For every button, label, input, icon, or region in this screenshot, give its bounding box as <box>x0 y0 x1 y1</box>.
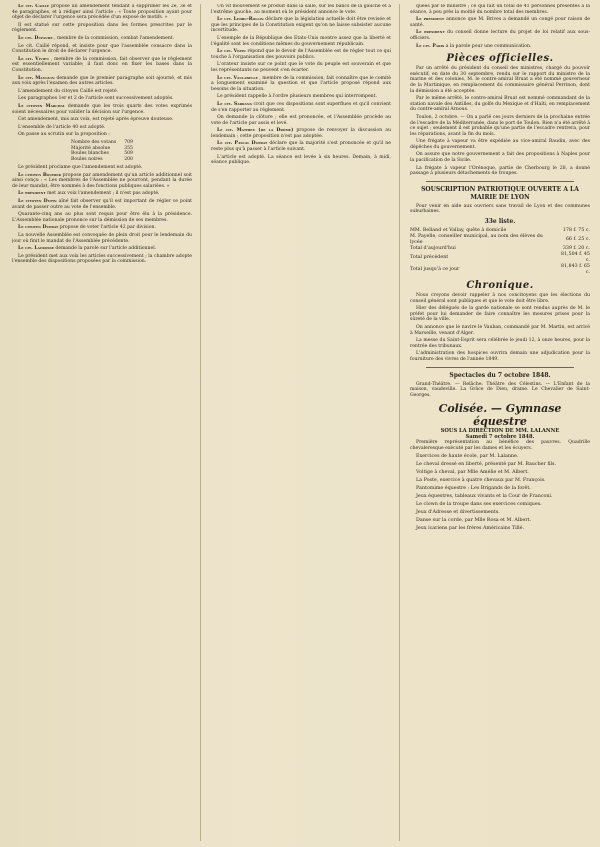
article-paragraph <box>410 306 590 323</box>
vote-row <box>67 157 137 163</box>
paragraph-text: Les paragraphes 1er et 2 de l'article sont successivement adoptés. <box>18 96 174 102</box>
paragraph-text: , membre de la commission, combat l'amendement. <box>54 35 175 41</box>
col2-paragraphs <box>211 4 391 166</box>
article-paragraph <box>12 104 192 115</box>
paragraph-text: On assure que notre gouvernement a fait des propositions à Naples pour la pacification de la Sicile. <box>410 152 590 164</box>
paragraph-text: Il est statué sur cette proposition dans les formes prescrites par le règlement. <box>12 22 192 34</box>
article-paragraph <box>211 62 391 73</box>
paragraph-text: La frégate à vapeur l'Orénoque, partie de Cherbourg le 28, a donné passage à plusieurs détachements de troupes. <box>410 165 590 177</box>
paragraph-text: L'orateur insiste sur ce point que le vote du peuple est souverain et que les représentants ne peuvent s'en écarter. <box>211 62 391 73</box>
paragraph-text: Cet amendement, mis aux voix, est rejeté après épreuve douteuse. <box>18 117 174 123</box>
paragraph-text: Par le même arrêté, le contre-amiral Bruat est nommé commandant de la station navale des Antilles, du golfe du Mexique et d'Haïti, en remplacement du contre-amiral Arnous. <box>410 96 590 113</box>
article-paragraph <box>211 115 391 126</box>
paragraph-text: déclare que la majorité s'est prononcée et qu'il ne reste plus qu'à passer à l'article suivant. <box>211 141 391 153</box>
paragraph-text: propose par amendement qu'un article additionnel soit ainsi conçu : « Les membres de l'Assemblée ne pourront, pendant la durée de leur mandat, être nommés à des fonctions publiques salariées. » <box>12 172 193 189</box>
spectacles-text: Grand-Théâtre. — Relâche. Théâtre des Célestins. — L'Enfant de la maison, vaudeville. La Grâce de Dieu, drame. Le Chevalier de Saint-Georges. <box>410 381 590 398</box>
paragraph-text: Un vif mouvement se produit dans la salle, sur les bancs de la gauche et à l'extrême gauche, au moment où le président annonce le vote. <box>211 4 391 15</box>
paragraph-text: On demande la clôture ; elle est prononcée, et l'Assemblée procède au vote de l'article par assis et levé. <box>211 115 391 126</box>
vote-label: Boules noires <box>71 157 103 163</box>
article-paragraph <box>211 94 391 100</box>
program-item: Jeux icariens par les frères Américains Tillé. <box>416 525 525 531</box>
program-item: Le cheval dressé en liberté, présenté par M. Baucher fils. <box>416 461 557 467</box>
article-paragraph <box>12 125 192 131</box>
subscription-amount: 339 f. 20 c. <box>562 246 590 252</box>
paragraph-text: Quarante-cinq ans au plus sont requis pour être élu à la présidence. L'Assemblée nationale prononce sur la démission de ses membres. <box>12 212 192 223</box>
program-item: Danse sur la corde, par Mlle Rosa et M. Albert. <box>416 517 532 523</box>
article-paragraph <box>410 351 590 362</box>
paragraph-text: L'exemple de la République des Etats-Unis montre assez que la liberté et l'égalité sont les conditions mêmes du gouvernement républicain. <box>211 35 391 47</box>
colisee-intro: Première représentation au bénéfice des pauvres. Quadrille chevaleresque exécuté par les dames et les écuyers. <box>410 440 590 451</box>
speaker-name: Le cit. Vaulabelle <box>217 75 258 81</box>
paragraph-text: Le président rappelle à l'ordre plusieurs membres qui interrompent. <box>217 94 377 100</box>
speaker-name: Le cit. Dufaure <box>18 35 53 41</box>
paragraph-text: Le cit. Caillé répond, et insiste pour que l'assemblée consacre dans la Constitution le droit de déclarer l'urgence. <box>12 43 192 55</box>
vote-value: 709 <box>124 139 133 145</box>
subscription-amount: 81,843 f. 65 c. <box>560 264 590 276</box>
paragraph-text: L'amendement du citoyen Caillé est rejeté. <box>18 88 119 94</box>
subscription-title: SOUSCRIPTION PATRIOTIQUE OUVERTE A LA MAIRIE DE LYON <box>421 185 579 201</box>
paragraph-text: Nous croyons devoir rappeler à nos concitoyens que les élections du conseil général sont publiques et que le vote doit être libre. <box>410 293 590 304</box>
paragraph-text: Toulon, 2 octobre. — On a parlé ces jours derniers de la prochaine entrée de l'escadre de la Méditerranée, dans le port de Toulon. Rien n'a été arrêté à ce sujet ; seulement il est probable qu'une partie de l'escadre rentrera, pour les réparations, avant la fin du mois. <box>410 114 590 137</box>
subscription-list-label: 33e liste. <box>484 218 516 226</box>
article-paragraph <box>12 254 192 265</box>
subscription-amount: 178 f. 75 c. <box>562 228 590 234</box>
article-paragraph <box>12 212 192 223</box>
speaker-name: Le cit. Mauguin <box>18 75 55 81</box>
subscription-table <box>410 228 590 276</box>
divider <box>426 367 574 368</box>
paragraph-text: L'article est adopté. La séance est levée à six heures. Demain, à midi, séance publique. <box>211 154 391 166</box>
col3-chronique-paragraphs <box>410 293 590 363</box>
article-paragraph <box>410 4 590 15</box>
vote-row <box>67 140 137 146</box>
paragraph-text: déclare que la législation actuelle doit être revisée et que les principes de la Constitution exigent qu'on ne laisse subsister aucune incertitude. <box>211 17 391 34</box>
paragraph-text: propose de renvoyer la discussion au lendemain ; cette proposition n'est pas adoptée. <box>211 128 391 139</box>
paragraph-text: L'ensemble de l'article 40 est adopté. <box>18 124 106 130</box>
article-paragraph <box>12 246 192 252</box>
paragraph-text: répond que le devoir de l'Assemblée est de régler tout ce qui touche à l'organisation des pouvoirs publics. <box>211 49 391 60</box>
colisee-program <box>410 454 590 532</box>
article-paragraph <box>211 141 391 152</box>
paragraph-text: du conseil donne lecture du projet de loi relatif aux sous-officiers. <box>410 30 590 41</box>
vote-result: Le président proclame que l'amendement est adopté. <box>18 165 143 171</box>
paragraph-text: Hier des délégués de la garde nationale se sont rendus auprès de M. le préfet pour lui demander de faire connaître les mesures prises pour la sûreté de la ville. <box>410 306 590 323</box>
vote-value: 200 <box>124 157 133 163</box>
subscription-row <box>410 264 590 276</box>
article-paragraph <box>12 233 192 244</box>
article-paragraph <box>410 115 590 137</box>
vote-label: Boules blanches <box>71 151 109 157</box>
vote-value: 355 <box>124 145 133 151</box>
vote-label: Nombre des votans <box>71 139 117 145</box>
subscription-amount: 81,504 f. 45 c. <box>560 252 590 264</box>
column-2 <box>211 4 400 841</box>
colisee-subtitle: SOUS LA DIRECTION DE MM. LALANNE <box>440 428 560 435</box>
article-paragraph <box>12 23 192 34</box>
col3-paragraphs-a <box>410 4 590 49</box>
article-paragraph <box>12 57 192 74</box>
paragraph-text: Par un arrêté du président du conseil des ministres, chargé du pouvoir exécutif, en date du 30 septembre, rendu sur le rapport du ministre de la marine et des colonies, M. le contre-amiral Bruat a été nommé gouverneur de la Martinique, en remplacement du commissaire général Perrinon, dont la démission a été acceptée. <box>410 66 590 94</box>
article-paragraph <box>410 139 590 150</box>
speaker-name: Le citoyen Dupin <box>18 199 57 205</box>
article-paragraph <box>12 76 192 87</box>
article-paragraph <box>12 89 192 95</box>
article-paragraph <box>12 4 192 21</box>
article-paragraph <box>12 191 192 197</box>
subscription-row <box>410 252 590 264</box>
article-paragraph <box>211 102 391 113</box>
article-paragraph <box>410 44 590 50</box>
speaker-name: Le cit. Caillé <box>18 4 50 9</box>
paragraph-text: , membre de la commission, fait observer que le règlement est essentiellement variable; il faut donc en fixer les bases dans la Constitution. <box>12 56 192 73</box>
subscription-label: Total d'aujourd'hui <box>410 246 456 252</box>
paragraph-text: a la parole pour une communication. <box>445 43 532 49</box>
paragraph-text: propose de voter l'article 42 par division. <box>59 225 156 231</box>
colisee-title: Colisée. — Gymnase équestre <box>438 402 562 429</box>
paragraph-text: Le président met aux voix les articles successivement ; la chambre adopte l'ensemble des dispositions proposées par la commission. <box>12 253 192 265</box>
speaker-name: Le président <box>416 17 445 23</box>
article-paragraph <box>211 128 391 139</box>
paragraph-text: annonce que M. Brives a demandé un congé pour raison de santé. <box>410 17 590 28</box>
section-chronique-title: Chronique. <box>466 280 534 292</box>
speaker-name: Le cit. Ledru-Rollin <box>217 17 264 23</box>
speaker-name: Le cit. Pascal Duprat <box>217 141 268 147</box>
speaker-name: Le cit. Sarrans <box>217 101 252 107</box>
vote-table <box>67 140 137 163</box>
paragraph-text: La messe du Saint-Esprit sera célébrée le jeudi 12, à onze heures, pour la rentrée des tribunaux. <box>410 338 590 349</box>
speaker-name: Le citoyen Marchal <box>18 103 65 109</box>
article-paragraph <box>12 117 192 123</box>
paragraph-text: quées par le ministre ; ce qui fait un total de 41 personnes présentes à la séance, à peu près la moitié du nombre total des membres. <box>410 4 590 15</box>
paragraph-text: demande la parole sur l'article additionnel. <box>55 246 157 252</box>
paragraph-text: demande que les trois quarts des votes exprimés soient nécessaires pour valider la décision sur l'urgence. <box>12 103 193 115</box>
program-item: Jeux équestres, tableaux vivants et la Cour de Franconi. <box>416 493 553 499</box>
subscription-label: M. Payelle, conseiller municipal, au nom des élèves du lycée <box>410 234 543 246</box>
paragraph-text: croit que ces dispositions sont superflues et qu'il convient de s'en rapporter au règlement. <box>211 101 391 113</box>
subscription-amount: 66 f. 25 c. <box>565 237 590 243</box>
subscription-label: Total précédent <box>410 255 449 261</box>
subscription-intro: Pour venir en aide aux ouvriers sans travail de Lyon et des communes suburbaines. <box>410 203 590 215</box>
program-item: Exercices de haute école, par M. Lalanne. <box>416 453 519 459</box>
paragraph-text: propose un amendement tendant à supprimer les 2e, 3e et 4e paragraphes, et à rédiger ainsi l'article : « Toute proposition ayant pour objet de déclarer l'urgence sera précédée d'un exposé de motifs. » <box>12 4 192 21</box>
article-paragraph <box>12 36 192 42</box>
article-paragraph <box>12 173 192 190</box>
colisee-date: Samedi 7 octobre 1848. <box>465 434 535 441</box>
article-paragraph <box>410 338 590 349</box>
article-paragraph <box>410 66 590 94</box>
vote-value: 509 <box>124 151 133 157</box>
speaker-name: Le cit. Lacrosse <box>18 246 54 252</box>
article-paragraph <box>12 199 192 210</box>
article-paragraph <box>410 96 590 113</box>
article-paragraph <box>211 49 391 60</box>
article-paragraph <box>211 4 391 15</box>
program-item: La Poste, exercice à quatre chevaux par M. François. <box>416 477 546 483</box>
subscription-label: MM. Belland et Vallay, quête à domicile <box>410 228 507 234</box>
article-paragraph <box>211 17 391 34</box>
speaker-name: Le cit. Vivien <box>18 56 49 62</box>
paragraph-text: La nouvelle Assemblée est convoquée de plein droit pour le lendemain du jour où finit le mandat de l'Assemblée précédente. <box>12 233 192 244</box>
col3-pieces-paragraphs <box>410 66 590 177</box>
paragraph-text: , membre de la commission, fait connaître que le comité a longuement examiné la question et que l'article proposé répond aux besoins de la situation. <box>211 75 391 92</box>
newspaper-columns <box>12 4 590 841</box>
article-paragraph <box>410 293 590 304</box>
column-1 <box>12 4 201 841</box>
program-item: Le clown de la troupe dans ses exercices comiques. <box>416 501 542 507</box>
speaker-name: Le cit. Vezin <box>217 49 246 55</box>
paragraph-text: met aux voix l'amendement ; il n'est pas adopté. <box>47 191 160 197</box>
subscription-row <box>410 234 590 246</box>
subscription-label: Total jusqu'à ce jour <box>410 267 460 273</box>
divider <box>426 181 574 182</box>
speaker-name: Le citoyen Duprat <box>18 225 59 231</box>
speaker-name: Le cit. Paris <box>416 43 445 49</box>
article-paragraph <box>410 166 590 177</box>
section-pieces-officielles-title: Pièces officielles. <box>446 53 554 65</box>
article-paragraph <box>410 152 590 163</box>
program-item: Pantomime équestre : Les Brigands de la forêt. <box>416 485 531 491</box>
program-item: Voltige à cheval, par Mlle Amélie et M. Albert. <box>416 469 529 475</box>
article-paragraph <box>211 36 391 47</box>
article-paragraph <box>410 30 590 41</box>
col1-paragraphs-a <box>12 4 192 130</box>
paragraph-text: aîné fait observer qu'il est important de régler ce point avant de passer outre au vote de l'ensemble. <box>12 199 193 210</box>
article-paragraph <box>211 76 391 93</box>
article-paragraph <box>211 155 391 166</box>
spectacles-title: Spectacles du 7 octobre 1848. <box>449 371 551 379</box>
article-paragraph <box>12 225 192 231</box>
speaker-name: Le citoyen Bouhier <box>18 172 61 178</box>
article-paragraph <box>410 325 590 336</box>
paragraph-text: L'administration des hospices ouvrira demain une adjudication pour la fourniture des vivres de l'année 1849. <box>410 351 590 362</box>
speaker-name: Le président <box>416 30 445 36</box>
paragraph-text: On annonce que le navire le Vauban, commandé par M. Martin, est arrivé à Marseille, venant d'Alger. <box>410 325 590 336</box>
vote-intro: On passe au scrutin sur la proposition : <box>18 132 110 138</box>
article-paragraph <box>12 44 192 55</box>
article-paragraph <box>12 96 192 102</box>
speaker-name: Le président <box>18 191 46 197</box>
column-3 <box>410 4 590 841</box>
col1-paragraphs-b <box>12 173 192 265</box>
paragraph-text: Une frégate à vapeur va être expédiée au vice-amiral Baudin, avec des dépêches du gouvernement. <box>410 139 590 150</box>
paragraph-text: demande que le premier paragraphe soit ajourné, et mis aux voix après l'examen des autres articles. <box>12 75 192 87</box>
vote-label: Majorité absolue <box>71 145 111 151</box>
program-item: Jeux d'Adresse et divertissements. <box>416 509 500 515</box>
article-paragraph <box>410 17 590 28</box>
speaker-name: Le cit. Mathieu (de la Drôme) <box>217 128 294 134</box>
